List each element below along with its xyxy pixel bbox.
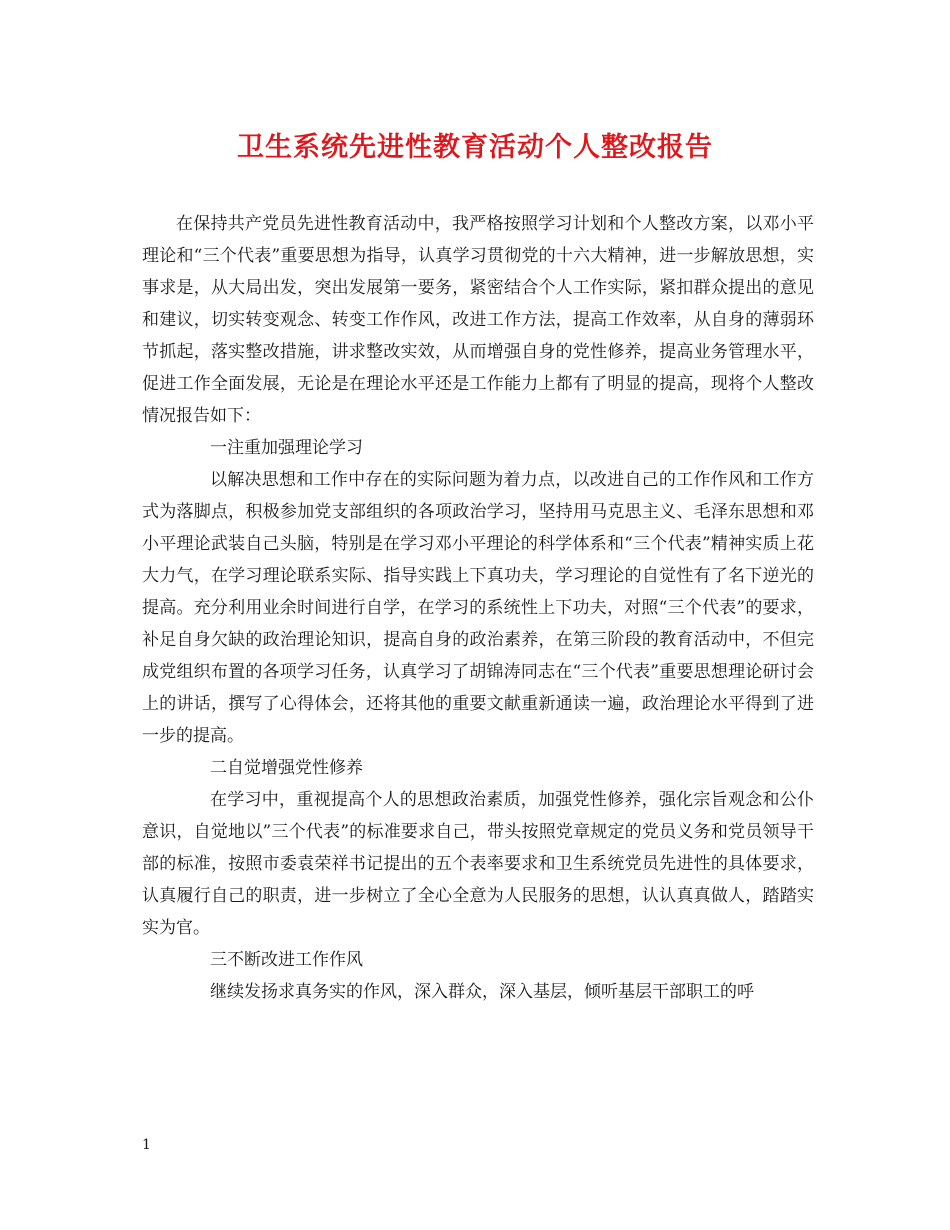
section-heading-2: 二自觉增强党性修养: [210, 758, 363, 778]
section-heading-3: 三不断改进工作作风: [210, 950, 363, 970]
section-paragraph-2: 在学习中，重视提高个人的思想政治素质，加强党性修养，强化宗旨观念和公仆意识，自觉地以”三个代表”的标准要求自己，带头按照党章规定的党员义务和党员领导干部的标准，按照市委袁荣祥书记提出的五个表率要求和卫生系统党员先进性的具体要求，认真履行自己的职责，进一步树立了全心全意为人民服务的思想，认认真真做人，踏踏实实为官。: [142, 790, 814, 938]
section-paragraph-3: 继续发扬求真务实的作风，深入群众，深入基层，倾听基层干部职工的呼: [210, 982, 754, 1002]
document-body: [142, 208, 814, 1008]
page-number: 1: [142, 1137, 151, 1153]
document-title: 卫生系统先进性教育活动个人整改报告: [237, 132, 713, 163]
intro-paragraph: 在保持共产党员先进性教育活动中，我严格按照学习计划和个人整改方案，以邓小平理论和“三个代表”重要思想为指导，认真学习贯彻党的十六大精神，进一步解放思想，实事求是，从大局出发，突出发展第一要务，紧密结合个人工作实际，紧扣群众提出的意见和建议，切实转变观念、转变工作作风，改进工作方法，提高工作效率，从自身的薄弱环节抓起，落实整改措施，讲求整改实效，从而增强自身的党性修养，提高业务管理水平，促进工作全面发展，无论是在理论水平还是工作能力上都有了明显的提高，现将个人整改情况报告如下：: [142, 214, 814, 426]
section-heading-1: 一注重加强理论学习: [210, 438, 363, 458]
section-paragraph-1: 以解决思想和工作中存在的实际问题为着力点，以改进自己的工作作风和工作方式为落脚点，积极参加党支部组织的各项政治学习，坚持用马克思主义、毛泽东思想和邓小平理论武装自己头脑，特别是在学习邓小平理论的科学体系和“三个代表”精神实质上花大力气，在学习理论联系实际、指导实践上下真功夫，学习理论的自觉性有了名下逆光的提高。充分利用业余时间进行自学，在学习的系统性上下功夫，对照“三个代表”的要求，补足自身欠缺的政治理论知识，提高自身的政治素养，在第三阶段的教育活动中，不但完成党组织布置的各项学习任务，认真学习了胡锦涛同志在“三个代表”重要思想理论研讨会上的讲话，撰写了心得体会，还将其他的重要文献重新通读一遍，政治理论水平得到了进一步的提高。: [142, 470, 814, 746]
